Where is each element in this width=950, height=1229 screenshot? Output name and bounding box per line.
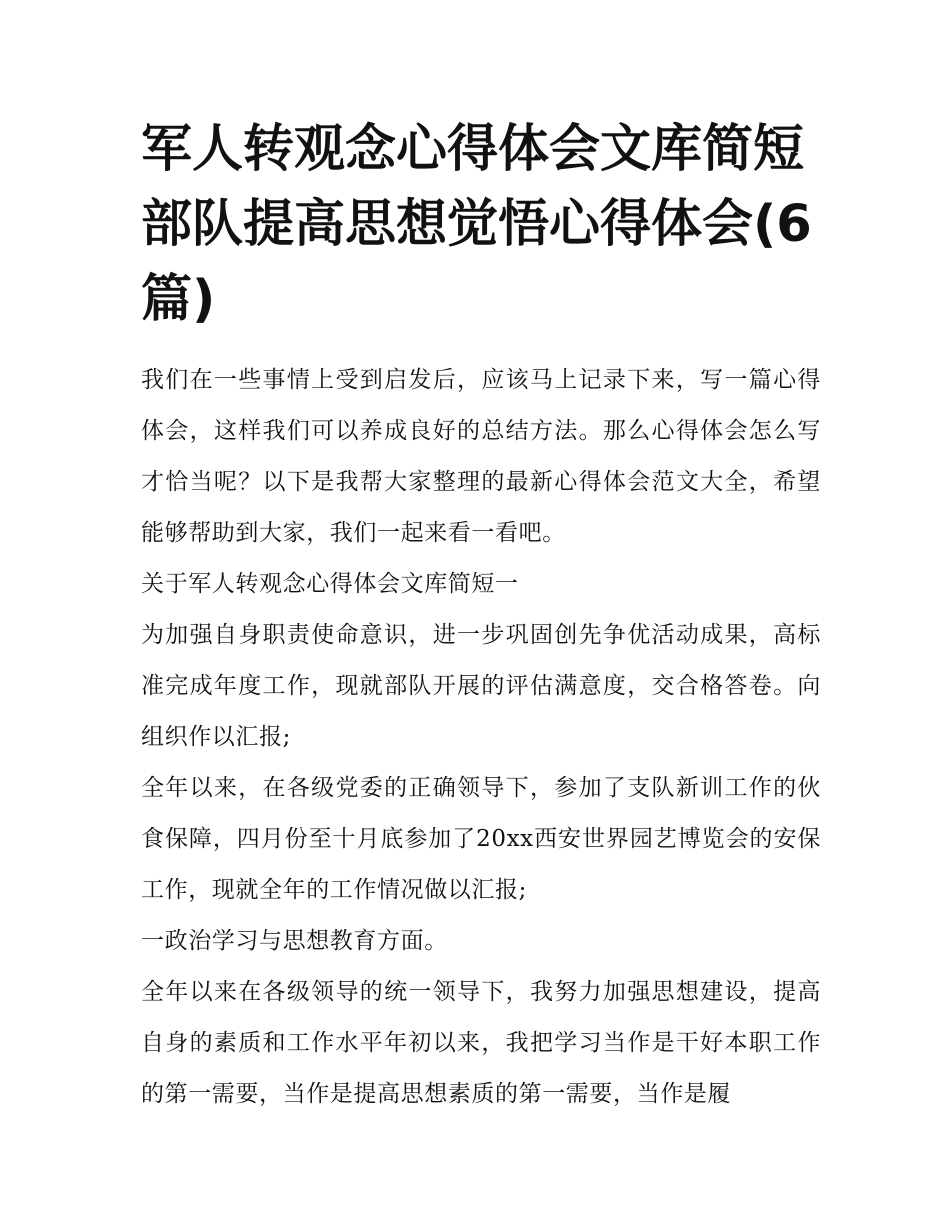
document-body — [141, 355, 821, 1120]
paragraph: 为加强自身职责使命意识，进一步巩固创先争优活动成果，高标准完成年度工作，现就部队开展的评估满意度，交合格答卷。向组织作以汇报; — [141, 622, 821, 750]
subsection-heading: 一政治学习与思想教育方面。 — [141, 928, 448, 954]
paragraph: 全年以来在各级领导的统一领导下，我努力加强思想建设，提高自身的素质和工作水平年初以来，我把学习当作是干好本职工作的第一需要，当作是提高思想素质的第一需要，当作是履 — [141, 979, 821, 1107]
paragraph-intro: 我们在一些事情上受到启发后，应该马上记录下来，写一篇心得体会，这样我们可以养成良好的总结方法。那么心得体会怎么写才恰当呢？以下是我帮大家整理的最新心得体会范文大全，希望能够帮助到大家，我们一起来看一看吧。 — [141, 367, 821, 546]
section-heading: 关于军人转观念心得体会文库简短一 — [141, 571, 519, 597]
paragraph: 全年以来，在各级党委的正确领导下，参加了支队新训工作的伙食保障，四月份至十月底参加了20xx西安世界园艺博览会的安保工作，现就全年的工作情况做以汇报; — [141, 775, 821, 903]
document-title: 军人转观念心得体会文库简短部队提高思想觉悟心得体会(6篇) — [141, 120, 812, 329]
